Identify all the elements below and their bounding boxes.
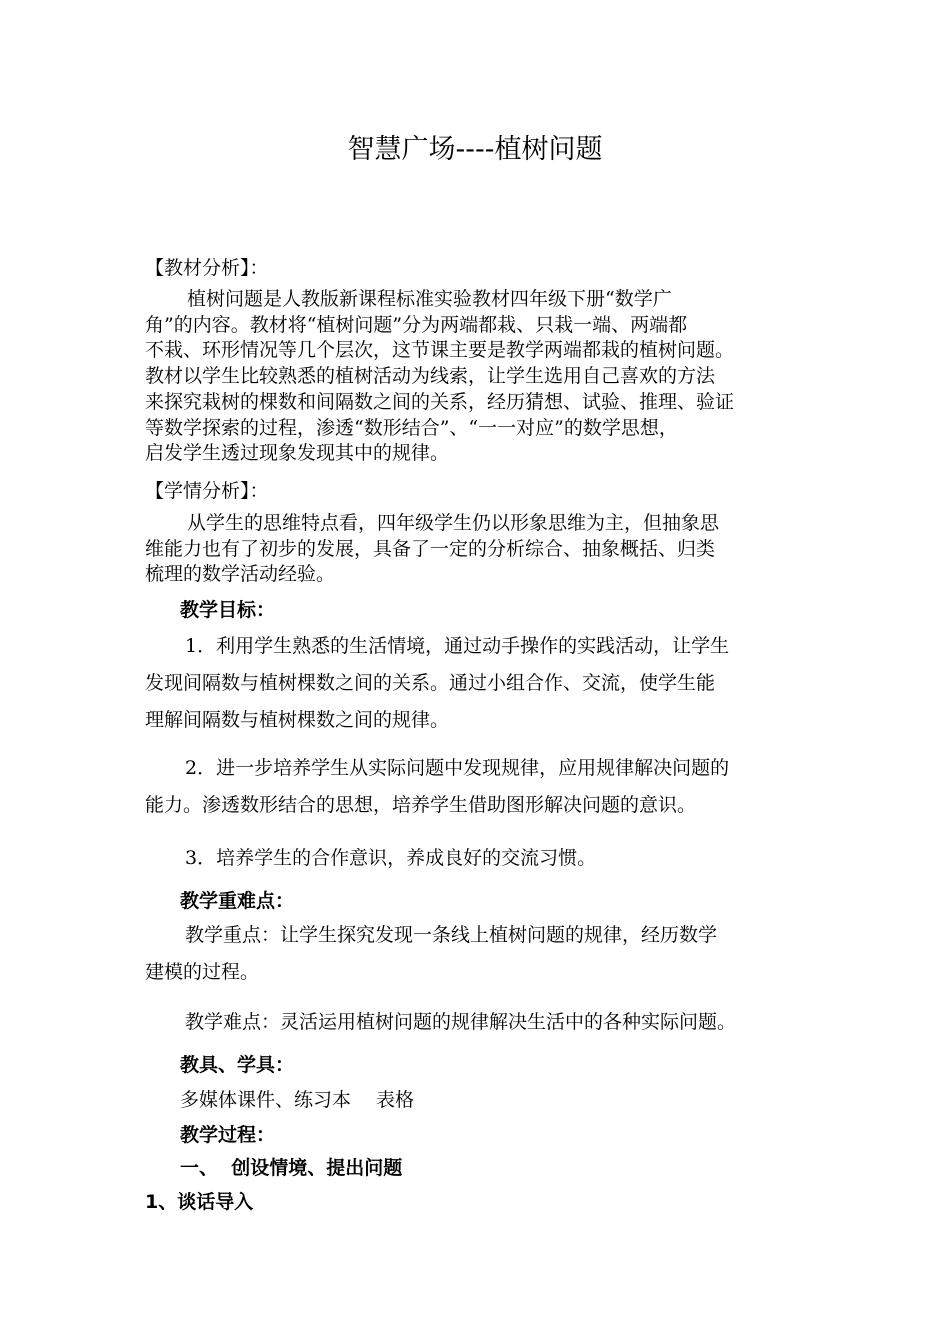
paragraph-line: 来探究栽树的棵数和间隔数之间的关系，经历猜想、试验、推理、验证 [145,390,735,413]
paragraph-line: 不栽、环形情况等几个层次，这节课主要是教学两端都栽的植树问题。 [145,339,735,362]
student-analysis-heading: 【学情分析】： [145,480,269,502]
paragraph-line: 1．利用学生熟悉的生活情境，通过动手操作的实践活动，让学生 [185,635,730,657]
material-analysis-heading: 【教材分析】： [145,257,269,279]
goal-1-paragraph [145,628,825,739]
key-points-heading: 教学重难点： [180,890,295,912]
paragraph-line: 能力。渗透数形结合的思想，培养学生借助图形解决问题的意识。 [145,794,697,816]
goals-heading: 教学目标： [180,599,276,621]
paragraph-line: 教材以学生比较熟悉的植树活动为线索，让学生选用自己喜欢的方法 [145,365,716,388]
difficult-point-text: 教学难点：灵活运用植树问题的规律解决生活中的各种实际问题。 [185,1011,737,1033]
paragraph-line: 从学生的思维特点看，四年级学生仍以形象思维为主，但抽象思 [187,512,720,534]
paragraph-line: 等数学探索的过程，渗透“数形结合”、“一一对应”的数学思想， [145,416,678,439]
paragraph-line: 角”的内容。教材将“植树问题”分为两端都栽、只栽一端、两端都 [145,313,688,336]
paragraph-line: 建模的过程。 [145,961,260,983]
material-analysis-paragraph [145,287,825,467]
paragraph-line: 启发学生透过现象发现其中的规律。 [145,442,450,465]
paragraph-line: 发现间隔数与植树棵数之间的关系。通过小组合作、交流，使学生能 [145,672,716,694]
key-point-paragraph [145,917,825,991]
tools-heading: 教具、学具： [180,1054,295,1076]
process-section-1: 一、 创设情境、提出问题 [180,1157,403,1179]
paragraph-line: 梳理的数学活动经验。 [145,563,336,586]
goal-3-text: 3．培养学生的合作意识，养成良好的交流习惯。 [185,847,597,869]
paragraph-line: 教学重点：让学生探究发现一条线上植树问题的规律，经历数学 [185,924,718,946]
student-analysis-paragraph [145,511,825,588]
paragraph-line: 理解间隔数与植树棵数之间的规律。 [145,709,450,731]
tools-items: 多媒体课件、练习本 表格 [180,1089,415,1111]
paragraph-line: 植树问题是人教版新课程标准实验教材四年级下册“数学广 [187,288,672,310]
paragraph-line: 维能力也有了初步的发展，具备了一定的分析综合、抽象概括、归类 [145,537,716,560]
paragraph-line: 2．进一步培养学生从实际问题中发现规律，应用规律解决问题的 [185,757,730,779]
goal-2-paragraph [145,750,825,824]
process-heading: 教学过程： [180,1124,276,1146]
process-step-1: 1、谈话导入 [145,1191,254,1213]
document-title: 智慧广场----植树问题 [347,134,603,165]
